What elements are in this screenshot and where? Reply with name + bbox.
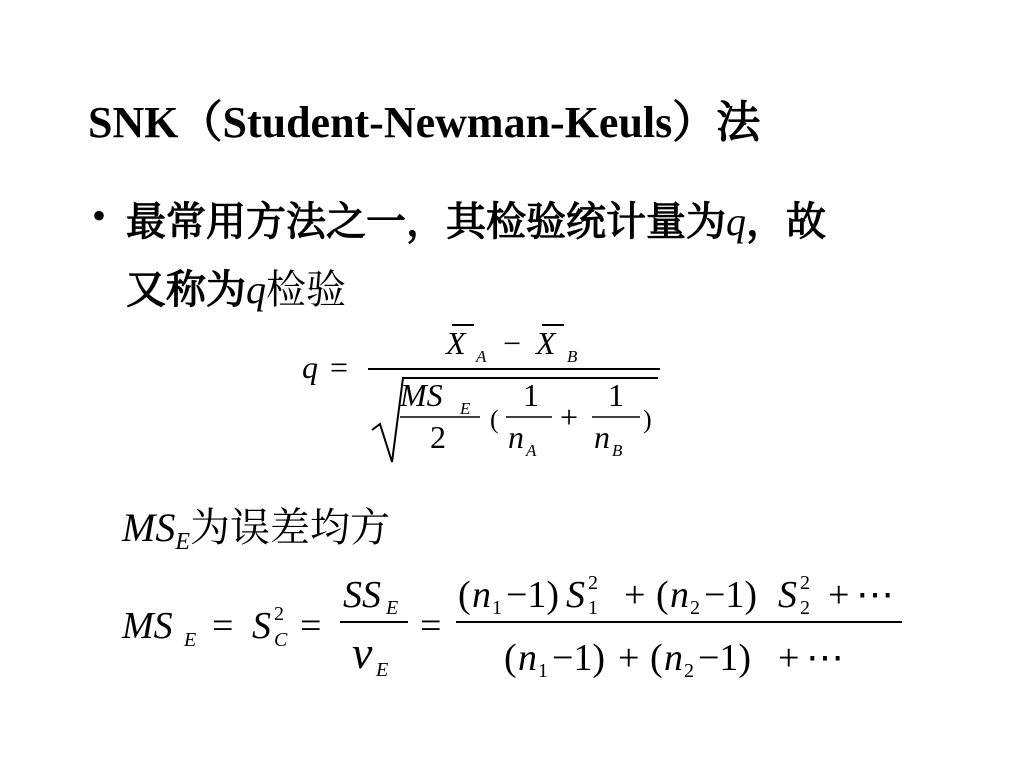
ss: SS (343, 574, 381, 616)
sub-e-ss: E (386, 597, 399, 619)
num-plus-2: + (828, 574, 850, 616)
den-sub1: 1 (538, 660, 548, 682)
den-paren-2: ( (650, 637, 663, 679)
equals-sign-3: = (420, 605, 442, 647)
num-s2: S (778, 574, 797, 616)
sup-2: 2 (274, 603, 284, 625)
q-variable: q (726, 199, 746, 244)
s-c: S (252, 605, 271, 647)
bullet-text-tail: ，故 (746, 199, 826, 244)
bullet-text-tail: 检验 (266, 267, 346, 312)
den-plus-2: + (778, 637, 800, 679)
sub-nb: B (612, 441, 623, 460)
den-paren-1: ( (504, 637, 517, 679)
equals-sign: = (330, 349, 349, 385)
sub-e: E (184, 629, 197, 651)
num-n1: n (472, 574, 491, 616)
nu: ν (352, 627, 373, 678)
q-variable: q (246, 267, 266, 312)
ms: MS (122, 605, 173, 647)
bullet-text: 最常用方法之一，其检验统计量为 (126, 199, 726, 244)
den-plus-1: + (618, 637, 640, 679)
x-b: X (536, 325, 556, 361)
den-sub2: 2 (684, 660, 694, 682)
plus-sign: + (560, 399, 579, 435)
q-symbol: q (302, 349, 318, 385)
sub-e: E (460, 399, 471, 418)
equals-sign-1: = (212, 605, 234, 647)
n-b: n (594, 419, 610, 455)
num-s1-sub: 1 (588, 597, 598, 619)
n-a: n (508, 419, 524, 455)
num-minus1-b: −1) (704, 574, 758, 616)
sub-b: B (567, 347, 578, 366)
den-minus1-b: −1) (698, 637, 752, 679)
bullet-text: 又称为 (126, 267, 246, 312)
left-paren: ( (490, 405, 499, 434)
equals-sign-2: = (300, 605, 322, 647)
num-minus1-a: −1) (506, 574, 560, 616)
num-sub2: 2 (690, 597, 700, 619)
bullet-marker: • (92, 193, 107, 238)
minus-sign: − (503, 325, 522, 361)
num-sub1: 1 (492, 597, 502, 619)
num-n2: n (670, 574, 689, 616)
x-a: X (446, 325, 466, 361)
sub-a: A (476, 347, 487, 366)
num-s2-sup: 2 (800, 572, 810, 594)
mse-description-text: 为误差均方 (190, 505, 390, 550)
num-paren-1: ( (458, 574, 471, 616)
den-n2: n (664, 637, 683, 679)
one-b: 1 (608, 377, 624, 413)
ms: MS (400, 377, 443, 413)
num-s2-sub: 2 (800, 597, 810, 619)
sub-c: C (274, 629, 288, 651)
num-plus-1: + (624, 574, 646, 616)
sub-na: A (526, 441, 537, 460)
right-paren: ) (643, 405, 652, 434)
e-subscript: E (175, 529, 190, 555)
num-s1: S (566, 574, 585, 616)
den-n1: n (518, 637, 537, 679)
num-dots: ⋯ (856, 574, 894, 616)
num-paren-2: ( (656, 574, 669, 616)
num-s1-sup: 2 (588, 572, 598, 594)
two: 2 (430, 419, 446, 455)
sub-e-nu: E (376, 659, 389, 681)
slide-title: SNK（Student-Newman-Keuls）法 (88, 98, 761, 147)
ms-variable: MS (122, 505, 176, 550)
den-dots: ⋯ (806, 637, 844, 679)
den-minus1-a: −1) (552, 637, 606, 679)
one-a: 1 (523, 377, 539, 413)
